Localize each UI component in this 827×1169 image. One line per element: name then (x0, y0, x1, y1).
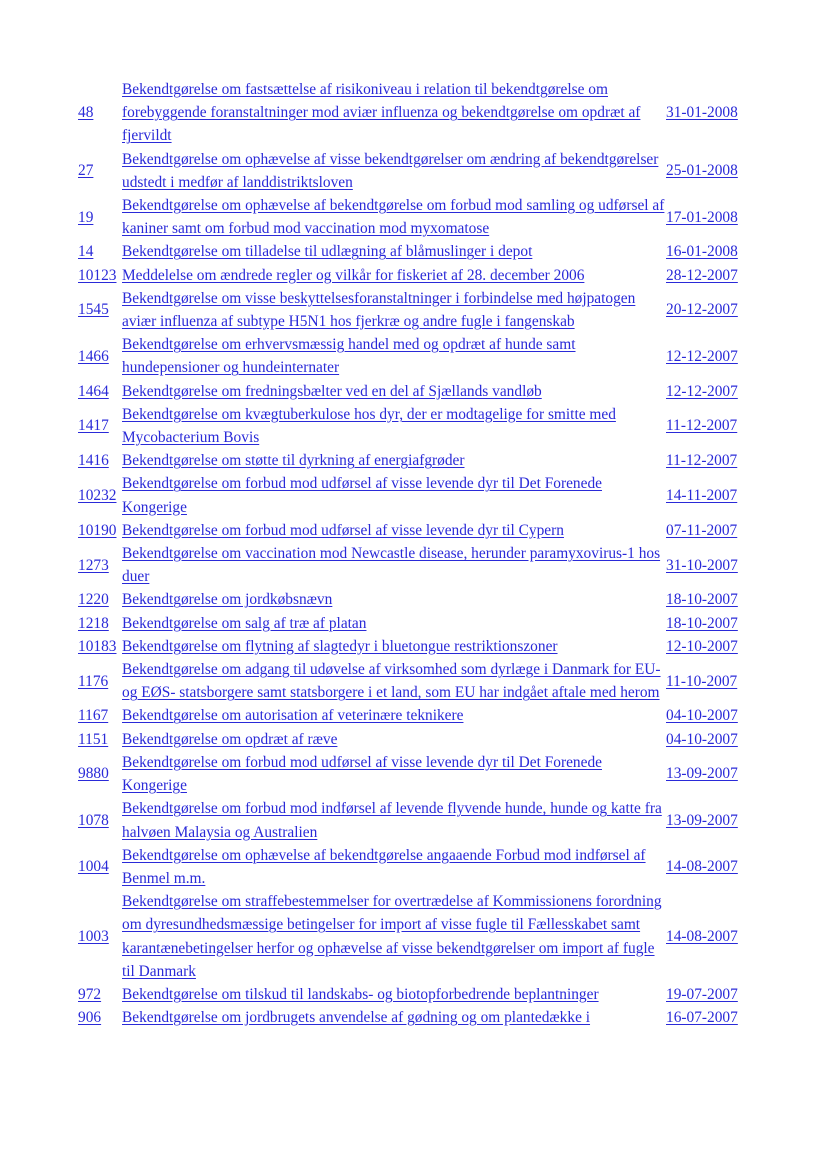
regulation-date-link[interactable]: 14-08-2007 (666, 927, 738, 945)
regulation-title-cell (122, 797, 666, 843)
regulation-title-link[interactable]: Bekendtgørelse om vaccination mod Newcastle disease, herunder paramyxovirus-1 hos duer (122, 545, 661, 586)
regulation-number-link[interactable]: 1464 (78, 382, 109, 400)
regulation-date-link[interactable]: 16-07-2007 (666, 1009, 738, 1027)
regulation-date-cell (666, 333, 748, 379)
regulation-row (78, 333, 748, 379)
regulation-number-cell (78, 542, 122, 588)
regulation-number-cell (78, 588, 122, 611)
regulation-number-link[interactable]: 1273 (78, 556, 109, 574)
regulation-date-link[interactable]: 25-01-2008 (666, 162, 738, 180)
regulation-number-cell (78, 264, 122, 287)
regulation-title-link[interactable]: Bekendtgørelse om jordkøbsnævn (122, 591, 333, 609)
regulation-row (78, 983, 748, 1006)
regulation-title-cell (122, 542, 666, 588)
regulation-number-cell (78, 403, 122, 449)
regulation-date-cell (666, 472, 748, 518)
regulation-title-link[interactable]: Bekendtgørelse om autorisation af veterinære teknikere (122, 707, 464, 725)
regulation-date-cell (666, 983, 748, 1006)
regulation-date-cell (666, 542, 748, 588)
regulation-number-link[interactable]: 906 (78, 1009, 102, 1027)
regulation-number-cell (78, 844, 122, 890)
regulation-number-cell (78, 449, 122, 472)
regulation-date-cell (666, 287, 748, 333)
regulation-date-cell (666, 635, 748, 658)
regulation-title-link[interactable]: Bekendtgørelse om fredningsbælter ved en del af Sjællands vandløb (122, 382, 542, 400)
regulation-date-link[interactable]: 18-10-2007 (666, 591, 738, 609)
regulation-row (78, 449, 748, 472)
regulation-date-cell (666, 844, 748, 890)
regulation-number-link[interactable]: 9880 (78, 765, 109, 783)
regulation-row (78, 78, 748, 148)
regulation-title-cell (122, 983, 666, 1006)
regulation-title-link[interactable]: Meddelelse om ændrede regler og vilkår for fiskeriet af 28. december 2006 (122, 266, 585, 284)
regulation-number-cell (78, 751, 122, 797)
regulation-number-link[interactable]: 1416 (78, 452, 109, 470)
regulation-row (78, 472, 748, 518)
regulation-date-link[interactable]: 04-10-2007 (666, 707, 738, 725)
regulation-date-cell (666, 194, 748, 240)
regulation-date-cell (666, 403, 748, 449)
regulation-number-link[interactable]: 1417 (78, 417, 109, 435)
regulation-number-link[interactable]: 10183 (78, 637, 117, 655)
regulation-title-link[interactable]: Bekendtgørelse om forbud mod udførsel af visse levende dyr til Det Forenede Kongerige (122, 753, 602, 795)
regulation-number-link[interactable]: 1545 (78, 301, 109, 319)
regulation-number-link[interactable]: 972 (78, 985, 102, 1003)
regulation-number-link[interactable]: 10232 (78, 487, 117, 505)
regulation-number-cell (78, 472, 122, 518)
regulation-title-cell (122, 635, 666, 658)
regulation-row (78, 635, 748, 658)
regulation-date-link[interactable]: 13-09-2007 (666, 765, 738, 783)
regulation-date-cell (666, 751, 748, 797)
regulation-number-cell (78, 658, 122, 704)
regulation-title-cell (122, 751, 666, 797)
regulation-date-link[interactable]: 11-12-2007 (666, 417, 738, 435)
regulation-title-link[interactable]: Bekendtgørelse om støtte til dyrkning af energiafgrøder (122, 452, 465, 470)
regulation-number-link[interactable]: 10190 (78, 521, 117, 539)
regulation-title-cell (122, 240, 666, 263)
regulation-title-cell (122, 78, 666, 148)
regulation-date-cell (666, 612, 748, 635)
regulation-number-link[interactable]: 48 (78, 104, 94, 122)
regulation-date-cell (666, 449, 748, 472)
regulation-title-link[interactable]: Bekendtgørelse om forbud mod indførsel af levende flyvende hunde, hunde og katte fra halvøen Malaysia og Australien (122, 800, 662, 841)
regulation-title-cell (122, 612, 666, 635)
regulation-title-cell (122, 844, 666, 890)
regulation-date-link[interactable]: 12-12-2007 (666, 347, 738, 365)
regulation-number-cell (78, 797, 122, 843)
regulation-number-link[interactable]: 19 (78, 208, 94, 226)
regulation-title-link[interactable]: Bekendtgørelse om tilskud til landskabs- og biotopforbedrende beplantninger (122, 985, 599, 1003)
regulation-date-cell (666, 1006, 748, 1029)
regulation-title-link[interactable]: Bekendtgørelse om visse beskyttelsesforanstaltninger i forbindelse med højpatogen aviær influenza af subtype H5N1 hos fjerkræ og andre fugle i fangenskab (122, 289, 636, 331)
regulation-title-link[interactable]: Bekendtgørelse om ophævelse af bekendtgørelse angaaende Forbud mod indførsel af Benmel m.m. (122, 846, 646, 887)
regulation-title-link[interactable]: Bekendtgørelse om forbud mod udførsel af visse levende dyr til Det Forenede Kongerige (122, 475, 602, 516)
regulation-title-link[interactable]: Bekendtgørelse om tilladelse til udlægning af blåmuslinger i depot (122, 243, 533, 261)
regulation-date-link[interactable]: 13-09-2007 (666, 811, 738, 829)
regulation-row (78, 797, 748, 843)
regulation-number-link[interactable]: 10123 (78, 266, 117, 284)
regulation-title-link[interactable]: Bekendtgørelse om erhvervsmæssig handel med og opdræt af hunde samt hundepensioner og hundeinternater (122, 336, 576, 377)
regulation-number-cell (78, 635, 122, 658)
regulation-date-link[interactable]: 12-12-2007 (666, 382, 738, 400)
regulation-date-link[interactable]: 12-10-2007 (666, 637, 738, 655)
regulation-number-cell (78, 194, 122, 240)
regulation-date-cell (666, 240, 748, 263)
regulation-title-link[interactable]: Bekendtgørelse om ophævelse af bekendtgørelse om forbud mod samling og udførsel af kaniner samt om forbud mod vaccination mod myxomatose (122, 197, 665, 238)
regulation-title-link[interactable]: Bekendtgørelse om flytning af slagtedyr i bluetongue restriktionszoner (122, 637, 558, 655)
regulation-title-cell (122, 333, 666, 379)
regulation-number-link[interactable]: 1078 (78, 811, 109, 829)
regulation-date-link[interactable]: 19-07-2007 (666, 985, 738, 1003)
regulation-date-cell (666, 728, 748, 751)
regulation-title-cell (122, 1006, 666, 1029)
regulation-date-cell (666, 519, 748, 542)
regulation-number-cell (78, 287, 122, 333)
regulation-date-link[interactable]: 11-10-2007 (666, 672, 738, 690)
regulation-row (78, 728, 748, 751)
regulation-date-cell (666, 658, 748, 704)
regulation-number-cell (78, 333, 122, 379)
regulation-title-link[interactable]: Bekendtgørelse om straffebestemmelser for overtrædelse af Kommissionens forordning om dyresundhedsmæssige betingelser for import af visse fugle til Fællesskabet samt karantænebetingelser herfor og ophævelse af visse bekendtgørelser om import af fugle til Danmark (122, 893, 662, 980)
regulation-number-link[interactable]: 1218 (78, 614, 109, 632)
regulation-title-link[interactable]: Bekendtgørelse om jordbrugets anvendelse af gødning og om plantedække i (122, 1009, 591, 1027)
regulation-date-link[interactable]: 28-12-2007 (666, 266, 738, 284)
regulation-title-link[interactable]: Bekendtgørelse om fastsættelse af risikoniveau i relation til bekendtgørelse om forebyggende foranstaltninger mod aviær influenza og bekendtgørelse om opdræt af fjervildt (122, 81, 641, 145)
regulation-date-link[interactable]: 04-10-2007 (666, 730, 738, 748)
regulation-date-cell (666, 380, 748, 403)
regulation-row (78, 704, 748, 727)
regulation-date-cell (666, 264, 748, 287)
regulation-title-cell (122, 728, 666, 751)
regulation-number-cell (78, 612, 122, 635)
regulation-number-cell (78, 1006, 122, 1029)
regulation-number-cell (78, 78, 122, 148)
regulation-number-link[interactable]: 1220 (78, 591, 109, 609)
regulation-number-link[interactable]: 1151 (78, 730, 109, 748)
regulation-row (78, 658, 748, 704)
regulation-title-cell (122, 287, 666, 333)
regulation-row (78, 751, 748, 797)
regulation-date-link[interactable]: 16-01-2008 (666, 243, 738, 261)
regulation-row (78, 148, 748, 194)
regulation-number-cell (78, 983, 122, 1006)
regulation-row (78, 542, 748, 588)
regulation-date-cell (666, 890, 748, 983)
regulation-date-cell (666, 78, 748, 148)
regulation-title-link[interactable]: Bekendtgørelse om adgang til udøvelse af virksomhed som dyrlæge i Danmark for EU- og EØS- statsborgere samt statsborgere i et land, som EU har indgået aftale med herom (122, 661, 661, 702)
regulation-number-link[interactable]: 1004 (78, 858, 109, 876)
regulation-number-link[interactable]: 1176 (78, 672, 109, 690)
regulation-date-link[interactable]: 14-11-2007 (666, 487, 738, 505)
regulation-row (78, 1006, 748, 1029)
regulations-list (78, 78, 748, 1029)
regulation-number-link[interactable]: 1167 (78, 707, 109, 725)
regulation-title-cell (122, 704, 666, 727)
regulation-title-cell (122, 194, 666, 240)
regulation-title-cell (122, 449, 666, 472)
regulation-number-link[interactable]: 14 (78, 243, 94, 261)
regulation-date-link[interactable]: 11-12-2007 (666, 452, 738, 470)
regulation-date-link[interactable]: 31-01-2008 (666, 104, 738, 122)
regulation-number-link[interactable]: 1466 (78, 347, 109, 365)
regulation-row (78, 844, 748, 890)
regulation-date-link[interactable]: 20-12-2007 (666, 301, 738, 319)
regulation-row (78, 588, 748, 611)
regulation-row (78, 264, 748, 287)
regulation-title-link[interactable]: Bekendtgørelse om kvægtuberkulose hos dyr, der er modtagelige for smitte med Mycobacterium Bovis (122, 405, 616, 447)
regulation-row (78, 240, 748, 263)
regulation-row (78, 380, 748, 403)
regulation-title-cell (122, 890, 666, 983)
regulation-date-link[interactable]: 14-08-2007 (666, 858, 738, 876)
regulation-title-cell (122, 588, 666, 611)
regulation-row (78, 287, 748, 333)
regulation-date-cell (666, 148, 748, 194)
regulation-title-cell (122, 148, 666, 194)
regulation-date-cell (666, 704, 748, 727)
regulation-row (78, 890, 748, 983)
regulation-number-cell (78, 890, 122, 983)
regulation-number-cell (78, 704, 122, 727)
regulation-date-link[interactable]: 17-01-2008 (666, 208, 738, 226)
regulation-title-link[interactable]: Bekendtgørelse om ophævelse af visse bekendtgørelser om ændring af bekendtgørelser udstedt i medfør af landdistriktsloven (122, 150, 659, 191)
regulation-number-link[interactable]: 27 (78, 162, 94, 180)
regulation-date-link[interactable]: 07-11-2007 (666, 521, 738, 539)
regulation-date-link[interactable]: 18-10-2007 (666, 614, 738, 632)
regulations-list-body (78, 78, 748, 1029)
regulation-title-link[interactable]: Bekendtgørelse om salg af træ af platan (122, 614, 367, 632)
regulation-title-link[interactable]: Bekendtgørelse om forbud mod udførsel af visse levende dyr til Cypern (122, 521, 564, 539)
regulation-title-cell (122, 519, 666, 542)
regulation-number-cell (78, 728, 122, 751)
regulation-row (78, 403, 748, 449)
regulation-number-link[interactable]: 1003 (78, 927, 109, 945)
regulation-date-cell (666, 797, 748, 843)
regulation-title-cell (122, 380, 666, 403)
regulation-title-cell (122, 403, 666, 449)
regulation-title-cell (122, 472, 666, 518)
regulation-number-cell (78, 240, 122, 263)
regulation-number-cell (78, 519, 122, 542)
regulation-title-cell (122, 658, 666, 704)
regulation-title-link[interactable]: Bekendtgørelse om opdræt af ræve (122, 730, 338, 748)
regulation-row (78, 612, 748, 635)
regulation-title-cell (122, 264, 666, 287)
regulation-number-cell (78, 380, 122, 403)
regulation-row (78, 519, 748, 542)
regulation-number-cell (78, 148, 122, 194)
regulation-date-link[interactable]: 31-10-2007 (666, 556, 738, 574)
regulation-date-cell (666, 588, 748, 611)
regulation-row (78, 194, 748, 240)
